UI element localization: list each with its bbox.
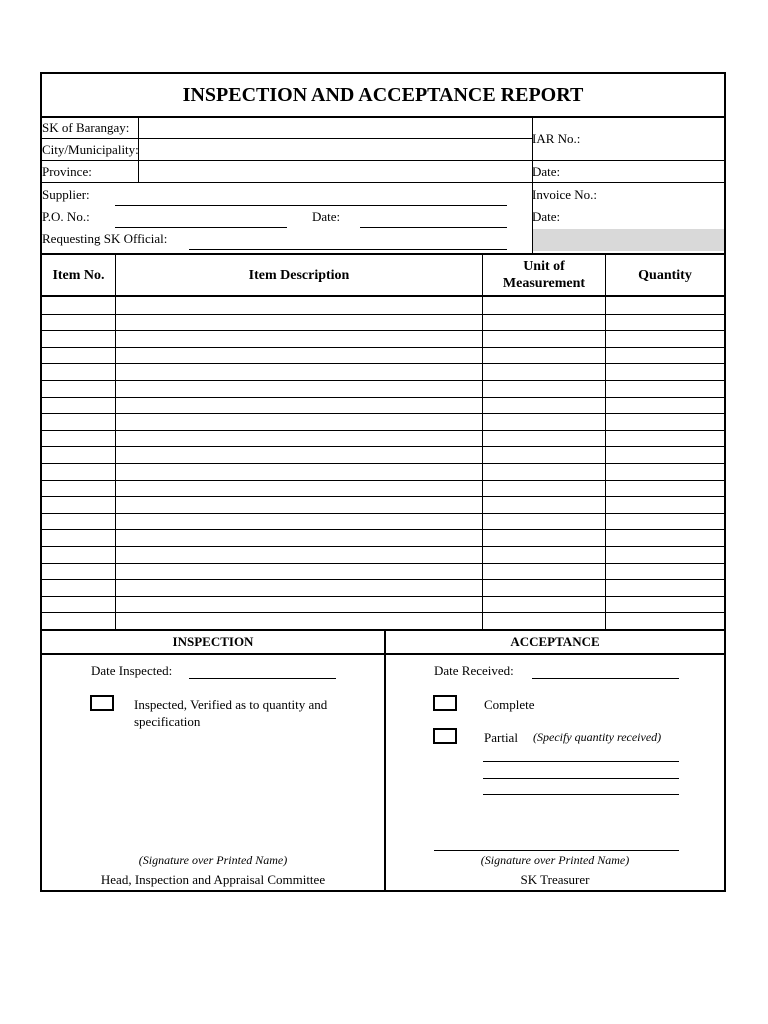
inspected-checkbox[interactable] — [90, 695, 114, 711]
table-row — [42, 546, 724, 563]
table-row — [42, 529, 724, 546]
table-cell[interactable] — [45, 480, 112, 497]
table-cell[interactable] — [119, 563, 479, 580]
partial-checkbox[interactable] — [433, 728, 457, 744]
table-cell[interactable] — [119, 363, 479, 380]
table-cell[interactable] — [119, 612, 479, 629]
table-cell[interactable] — [45, 380, 112, 397]
table-cell[interactable] — [119, 579, 479, 596]
section-heading-divider — [42, 653, 724, 655]
table-cell[interactable] — [486, 596, 602, 613]
table-cell[interactable] — [45, 496, 112, 513]
table-cell[interactable] — [609, 413, 721, 430]
table-cell[interactable] — [609, 330, 721, 347]
table-row — [42, 579, 724, 596]
inspection-signature-note: (Signature over Printed Name) — [138, 853, 288, 867]
invoice-field[interactable] — [612, 184, 722, 204]
table-cell[interactable] — [486, 546, 602, 563]
table-row — [42, 596, 724, 613]
table-cell[interactable] — [45, 546, 112, 563]
acceptance-signature-note: (Signature over Printed Name) — [480, 853, 630, 867]
table-cell[interactable] — [45, 397, 112, 414]
supplier-label: Supplier: — [42, 187, 90, 202]
table-cell[interactable] — [609, 496, 721, 513]
form-title: INSPECTION AND ACCEPTANCE REPORT — [182, 84, 584, 106]
header-divider-3 — [42, 182, 724, 183]
partial-quantity-line-1[interactable] — [483, 761, 679, 762]
col-header-quantity: Quantity — [638, 267, 692, 283]
table-cell[interactable] — [45, 347, 112, 364]
po-date-label: Date: — [312, 209, 341, 224]
table-cell[interactable] — [486, 496, 602, 513]
po-field[interactable] — [115, 227, 287, 228]
iar-field[interactable] — [602, 118, 722, 158]
date-received-label: Date Received: — [434, 663, 514, 678]
table-cell[interactable] — [609, 380, 721, 397]
table-cell[interactable] — [609, 297, 721, 314]
po-date-field[interactable] — [360, 227, 507, 228]
table-row — [42, 297, 724, 314]
sk-barangay-label: SK of Barangay: — [42, 120, 130, 135]
city-field[interactable] — [139, 139, 531, 159]
inspection-heading: INSPECTION — [172, 634, 254, 649]
table-cell[interactable] — [45, 463, 112, 480]
table-cell[interactable] — [486, 563, 602, 580]
requesting-field[interactable] — [189, 249, 507, 250]
table-cell[interactable] — [119, 596, 479, 613]
table-cell[interactable] — [45, 596, 112, 613]
table-row — [42, 347, 724, 364]
table-cell[interactable] — [486, 480, 602, 497]
table-cell[interactable] — [609, 529, 721, 546]
table-cell[interactable] — [486, 413, 602, 430]
date-received-field[interactable] — [532, 678, 679, 679]
table-row — [42, 463, 724, 480]
table-cell[interactable] — [609, 596, 721, 613]
table-row — [42, 446, 724, 463]
table-cell[interactable] — [45, 330, 112, 347]
date-inspected-label: Date Inspected: — [91, 663, 173, 678]
table-row — [42, 563, 724, 580]
table-cell[interactable] — [119, 380, 479, 397]
iar-label: IAR No.: — [532, 131, 581, 146]
table-cell[interactable] — [119, 480, 479, 497]
table-cell[interactable] — [609, 446, 721, 463]
table-cell[interactable] — [486, 430, 602, 447]
table-cell[interactable] — [119, 513, 479, 530]
table-row — [42, 363, 724, 380]
table-cell[interactable] — [119, 546, 479, 563]
invoice-date-label: Date: — [532, 209, 561, 224]
table-cell[interactable] — [119, 347, 479, 364]
table-cell[interactable] — [119, 413, 479, 430]
table-cell[interactable] — [119, 430, 479, 447]
table-cell[interactable] — [609, 563, 721, 580]
table-cell[interactable] — [609, 397, 721, 414]
table-cell[interactable] — [119, 397, 479, 414]
table-cell[interactable] — [45, 363, 112, 380]
inspection-acceptance-form — [40, 72, 726, 892]
table-cell[interactable] — [609, 612, 721, 629]
table-cell[interactable] — [45, 529, 112, 546]
table-row — [42, 397, 724, 414]
table-cell[interactable] — [609, 314, 721, 331]
table-cell[interactable] — [45, 612, 112, 629]
table-row — [42, 513, 724, 530]
inspected-checkbox-label-line2: specification — [134, 714, 201, 729]
col-header-item-no: Item No. — [52, 267, 105, 283]
table-cell[interactable] — [119, 463, 479, 480]
table-cell[interactable] — [609, 579, 721, 596]
province-field[interactable] — [139, 161, 531, 181]
table-cell[interactable] — [486, 612, 602, 629]
acceptance-signature-line[interactable] — [434, 850, 679, 851]
table-cell[interactable] — [609, 546, 721, 563]
partial-quantity-line-3[interactable] — [483, 794, 679, 795]
table-cell[interactable] — [119, 529, 479, 546]
table-cell[interactable] — [119, 330, 479, 347]
table-row — [42, 612, 724, 629]
partial-note: (Specify quantity received) — [533, 730, 662, 744]
table-cell[interactable] — [486, 446, 602, 463]
invoice-date-field[interactable] — [572, 206, 722, 226]
col-header-description: Item Description — [248, 267, 350, 283]
supplier-field[interactable] — [115, 205, 507, 206]
table-cell[interactable] — [609, 513, 721, 530]
table-row — [42, 330, 724, 347]
inspected-checkbox-label-line1: Inspected, Verified as to quantity and — [134, 697, 328, 712]
table-cell[interactable] — [486, 397, 602, 414]
inspection-signatory: Head, Inspection and Appraisal Committee — [100, 872, 326, 887]
partial-label: Partial — [484, 730, 518, 745]
invoice-label: Invoice No.: — [532, 187, 597, 202]
table-row — [42, 480, 724, 497]
requesting-label: Requesting SK Official: — [42, 231, 168, 246]
acceptance-signatory: SK Treasurer — [520, 872, 590, 887]
date-field[interactable] — [572, 161, 722, 181]
table-row — [42, 430, 724, 447]
table-cell[interactable] — [609, 480, 721, 497]
table-cell[interactable] — [486, 579, 602, 596]
complete-checkbox[interactable] — [433, 695, 457, 711]
table-cell[interactable] — [486, 347, 602, 364]
table-cell[interactable] — [45, 430, 112, 447]
table-cell[interactable] — [119, 314, 479, 331]
table-cell[interactable] — [609, 430, 721, 447]
table-cell[interactable] — [45, 563, 112, 580]
shaded-cell — [533, 229, 724, 251]
table-cell[interactable] — [486, 297, 602, 314]
table-cell[interactable] — [609, 347, 721, 364]
table-cell[interactable] — [486, 330, 602, 347]
table-cell[interactable] — [119, 297, 479, 314]
table-cell[interactable] — [45, 513, 112, 530]
province-label: Province: — [42, 164, 92, 179]
table-row — [42, 314, 724, 331]
col-header-unit — [483, 255, 605, 295]
table-cell[interactable] — [486, 513, 602, 530]
table-cell[interactable] — [45, 579, 112, 596]
city-label: City/Municipality: — [42, 142, 139, 157]
acceptance-heading: ACCEPTANCE — [510, 634, 600, 649]
date-inspected-field[interactable] — [189, 678, 336, 679]
table-cell[interactable] — [609, 363, 721, 380]
date-label: Date: — [532, 164, 561, 179]
table-row — [42, 413, 724, 430]
table-cell[interactable] — [119, 496, 479, 513]
table-cell[interactable] — [119, 446, 479, 463]
sk-barangay-field[interactable] — [139, 118, 531, 138]
table-cell[interactable] — [45, 297, 112, 314]
table-cell[interactable] — [609, 463, 721, 480]
table-cell[interactable] — [486, 380, 602, 397]
table-row — [42, 380, 724, 397]
table-cell[interactable] — [486, 463, 602, 480]
partial-quantity-line-2[interactable] — [483, 778, 679, 779]
col-header-unit-line1: Unit of — [523, 259, 565, 274]
po-label: P.O. No.: — [42, 209, 90, 224]
table-cell[interactable] — [486, 314, 602, 331]
complete-label: Complete — [484, 697, 535, 712]
table-cell[interactable] — [486, 529, 602, 546]
col-header-unit-line2: Measurement — [502, 276, 586, 291]
table-row — [42, 496, 724, 513]
table-cell[interactable] — [45, 413, 112, 430]
table-cell[interactable] — [486, 363, 602, 380]
table-cell[interactable] — [45, 314, 112, 331]
table-cell[interactable] — [45, 446, 112, 463]
